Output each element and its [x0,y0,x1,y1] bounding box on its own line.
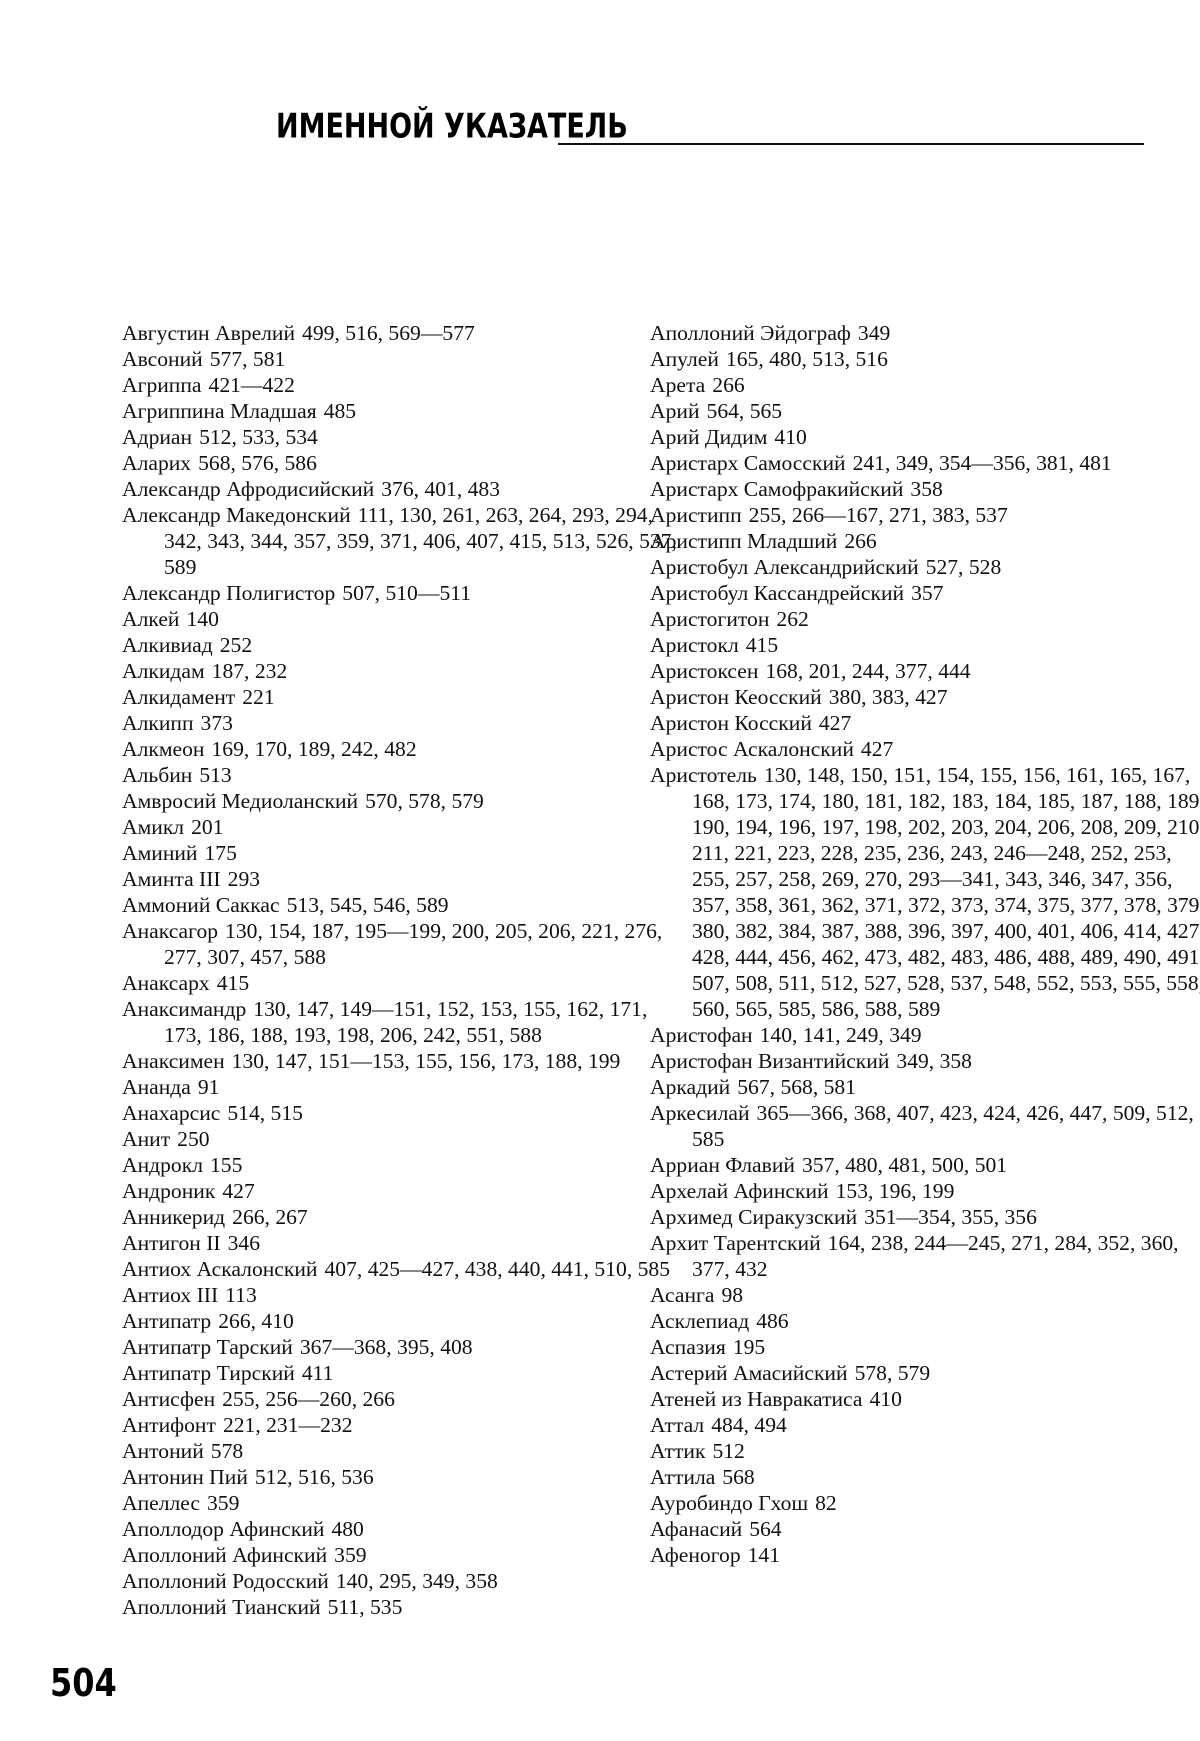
entry-pages: 140, 295, 349, 358 [336,1569,498,1593]
entry-name: Апулей [650,347,719,371]
entry-name: Арий [650,399,700,423]
entry-pages: 187, 232 [212,659,288,683]
entry-pages: 415 [746,633,778,657]
entry-name: Аристогитон [650,607,769,631]
entry-pages: 195 [733,1335,765,1359]
entry-name: Анаксимен [122,1049,225,1073]
index-entry [122,1152,682,1178]
entry-pages: 130, 148, 150, 151, 154, 155, 156, 161, 165, 167, 168, 173, 174, 180, 181, 182, 183, 184, 185, 187, 188, 189, 190, 194, 196, 197, 198, 202, 203, 204, 206, 208, 209, 210, 211, 221, 223, 228, 235, 236, 243, 246—248, 252, 253, 255, 257, 258, 269, 270, 293—341, 343, 346, 347, 356, 357, 358, 361, 362, 371, 372, 373, 374, 375, 377, 378, 379, 380, 382, 384, 387, 388, 396, 397, 400, 401, 406, 414, 427, 428, 444, 456, 462, 473, 482, 483, 486, 488, 489, 490, 491, 507, 508, 511, 512, 527, 528, 537, 548, 552, 553, 555, 558, 560, 565, 585, 586, 588, 589 [692,763,1200,1021]
entry-name: Аминий [122,841,197,865]
entry-name: Алкипп [122,711,194,735]
entry-pages: 266 [844,529,876,553]
entry-pages: 411 [302,1361,334,1385]
entry-name: Аполлодор Афинский [122,1517,324,1541]
index-entry [650,710,1200,736]
index-entry [122,1204,682,1230]
index-entry [650,1022,1200,1048]
entry-name: Афанасий [650,1517,742,1541]
entry-name: Аристофан Византийский [650,1049,889,1073]
entry-name: Альбин [122,763,192,787]
index-entry [122,1334,682,1360]
entry-name: Аристарх Самосский [650,451,846,475]
entry-pages: 357 [911,581,943,605]
entry-name: Антипатр Тирский [122,1361,295,1385]
entry-name: Астерий Амасийский [650,1361,848,1385]
entry-name: Агриппина Младшая [122,399,317,423]
entry-pages: 165, 480, 513, 516 [726,347,888,371]
index-entry [122,1594,682,1620]
index-entry [122,580,682,606]
index-entry [122,1100,682,1126]
entry-pages: 262 [776,607,808,631]
index-entry [122,710,682,736]
index-entry [650,528,1200,554]
entry-name: Аристотель [650,763,757,787]
index-entry [122,1178,682,1204]
entry-name: Аристон Кеосский [650,685,822,709]
index-entry [650,1204,1200,1230]
entry-name: Архимед Сиракузский [650,1205,857,1229]
entry-name: Алкивиад [122,633,213,657]
entry-pages: 130, 147, 151—153, 155, 156, 173, 188, 199 [232,1049,621,1073]
index-entry [122,814,682,840]
entry-name: Алкидам [122,659,205,683]
entry-pages: 293 [228,867,260,891]
index-entry [122,372,682,398]
entry-pages: 376, 401, 483 [381,477,500,501]
entry-pages: 410 [774,425,806,449]
entry-name: Амикл [122,815,184,839]
entry-name: Аристон Косский [650,711,812,735]
entry-pages: 359 [207,1491,239,1515]
entry-pages: 512, 516, 536 [255,1465,374,1489]
entry-pages: 201 [191,815,223,839]
index-entry [122,450,682,476]
entry-pages: 577, 581 [210,347,286,371]
index-entry [122,1230,682,1256]
entry-name: Архелай Афинский [650,1179,829,1203]
entry-pages: 507, 510—511 [342,581,471,605]
entry-name: Андроник [122,1179,215,1203]
entry-name: Арий Дидим [650,425,767,449]
index-column-right [650,320,1200,1568]
index-entry [650,1412,1200,1438]
entry-pages: 485 [324,399,356,423]
entry-name: Алкей [122,607,179,631]
index-entry [122,1126,682,1152]
entry-pages: 255, 266—167, 271, 383, 537 [749,503,1008,527]
index-entry [650,580,1200,606]
entry-name: Антонин Пий [122,1465,248,1489]
entry-pages: 252 [220,633,252,657]
index-entry [122,970,682,996]
index-entry [650,1360,1200,1386]
index-entry [122,606,682,632]
entry-name: Анаксимандр [122,997,246,1021]
index-entry [122,1074,682,1100]
index-entry [650,1074,1200,1100]
entry-name: Аристипп [650,503,742,527]
entry-pages: 564 [749,1517,781,1541]
entry-name: Агриппа [122,373,202,397]
entry-pages: 255, 256—260, 266 [222,1387,395,1411]
page-number: 504 [50,1660,117,1706]
page-title: ИМЕННОЙ УКАЗАТЕЛЬ [276,107,628,146]
entry-name: Александр Македонский [122,503,351,527]
entry-name: Антоний [122,1439,204,1463]
index-entry [650,1178,1200,1204]
entry-pages: 98 [722,1283,744,1307]
entry-pages: 169, 170, 189, 242, 482 [211,737,416,761]
entry-pages: 113 [225,1283,257,1307]
entry-name: Аттила [650,1465,715,1489]
entry-pages: 266, 410 [218,1309,294,1333]
index-entry [650,762,1200,1022]
entry-pages: 499, 516, 569—577 [302,321,475,345]
entry-name: Алкмеон [122,737,204,761]
entry-name: Архит Тарентский [650,1231,821,1255]
index-entry [650,346,1200,372]
index-entry [122,684,682,710]
index-entry [650,502,1200,528]
entry-name: Аристокл [650,633,739,657]
header-rule [558,143,1144,145]
index-entry [650,1334,1200,1360]
entry-name: Анникерид [122,1205,225,1229]
index-entry [650,398,1200,424]
entry-pages: 130, 154, 187, 195—199, 200, 205, 206, 221, 276, 277, 307, 457, 588 [164,919,662,969]
index-entry [122,1490,682,1516]
entry-name: Антипатр Тарский [122,1335,293,1359]
entry-pages: 349, 358 [896,1049,972,1073]
entry-name: Анит [122,1127,170,1151]
entry-pages: 513 [199,763,231,787]
entry-name: Асанга [650,1283,715,1307]
entry-name: Аполлоний Родосский [122,1569,329,1593]
index-entry [650,1464,1200,1490]
index-entry [122,320,682,346]
entry-name: Аркадий [650,1075,730,1099]
index-entry [650,320,1200,346]
index-entry [122,1516,682,1542]
entry-pages: 410 [870,1387,902,1411]
entry-name: Антиох III [122,1283,218,1307]
entry-name: Антифонт [122,1413,216,1437]
entry-name: Арриан Флавий [650,1153,795,1177]
entry-name: Александр Полигистор [122,581,335,605]
entry-name: Антиох Аскалонский [122,1257,318,1281]
entry-pages: 486 [756,1309,788,1333]
entry-name: Аполлоний Тианский [122,1595,321,1619]
entry-name: Аристофан [650,1023,753,1047]
index-entry [122,1412,682,1438]
index-entry [650,450,1200,476]
index-entry [650,606,1200,632]
entry-pages: 358 [910,477,942,501]
index-entry [650,424,1200,450]
entry-name: Александр Афродисийский [122,477,374,501]
entry-name: Ананда [122,1075,191,1099]
index-entry [122,1386,682,1412]
entry-pages: 140 [186,607,218,631]
entry-name: Амвросий Медиоланский [122,789,358,813]
entry-pages: 357, 480, 481, 500, 501 [802,1153,1007,1177]
index-entry [122,424,682,450]
index-entry [122,1542,682,1568]
entry-name: Аполлоний Афинский [122,1543,327,1567]
index-entry [122,736,682,762]
entry-name: Ауробиндо Гхош [650,1491,808,1515]
entry-pages: 415 [217,971,249,995]
entry-name: Авсоний [122,347,203,371]
index-entry [122,762,682,788]
entry-name: Августин Аврелий [122,321,295,345]
entry-pages: 141 [748,1543,780,1567]
entry-pages: 407, 425—427, 438, 440, 441, 510, 585 [325,1257,671,1281]
entry-name: Аммоний Саккас [122,893,280,917]
index-entry [650,632,1200,658]
index-entry [122,1360,682,1386]
entry-pages: 266 [712,373,744,397]
index-entry [122,502,682,580]
entry-name: Аристобул Александрийский [650,555,919,579]
page-header [276,108,1144,148]
entry-name: Аристоксен [650,659,758,683]
entry-name: Аполлоний Эйдограф [650,321,851,345]
entry-name: Аттик [650,1439,705,1463]
entry-pages: 346 [228,1231,260,1255]
index-entry [650,1308,1200,1334]
entry-name: Аспазия [650,1335,726,1359]
entry-pages: 111, 130, 261, 263, 264, 293, 294, 342, 343, 344, 357, 359, 371, 406, 407, 415, 513, 526, 537, 589 [164,503,677,579]
entry-pages: 567, 568, 581 [737,1075,856,1099]
entry-name: Аристобул Кассандрейский [650,581,904,605]
entry-pages: 570, 578, 579 [365,789,484,813]
entry-name: Алкидамент [122,685,235,709]
entry-pages: 155 [210,1153,242,1177]
index-column-left [122,320,682,1620]
entry-name: Андрокл [122,1153,203,1177]
entry-pages: 513, 545, 546, 589 [287,893,449,917]
entry-pages: 480 [331,1517,363,1541]
index-entry [650,476,1200,502]
index-entry [650,684,1200,710]
entry-pages: 512, 533, 534 [199,425,318,449]
index-entry [650,372,1200,398]
entry-pages: 250 [177,1127,209,1151]
index-entry [122,1464,682,1490]
entry-name: Аристарх Самофракийский [650,477,903,501]
index-entry [650,1490,1200,1516]
entry-pages: 373 [201,711,233,735]
entry-name: Аминта III [122,867,221,891]
entry-pages: 82 [815,1491,837,1515]
entry-pages: 164, 238, 244—245, 271, 284, 352, 360, 377, 432 [692,1231,1179,1281]
entry-name: Аристипп Младший [650,529,837,553]
entry-name: Аристос Аскалонский [650,737,854,761]
entry-pages: 484, 494 [711,1413,787,1437]
index-entry [650,1438,1200,1464]
index-entry [122,632,682,658]
entry-pages: 564, 565 [707,399,783,423]
index-entry [650,1542,1200,1568]
entry-name: Анахарсис [122,1101,220,1125]
index-entry [122,996,682,1048]
entry-pages: 427 [861,737,893,761]
index-entry [650,1048,1200,1074]
entry-name: Анаксагор [122,919,218,943]
index-entry [122,1308,682,1334]
entry-name: Афеногор [650,1543,741,1567]
entry-pages: 221 [242,685,274,709]
entry-name: Адриан [122,425,192,449]
entry-name: Аркесилай [650,1101,750,1125]
entry-pages: 91 [198,1075,220,1099]
index-entry [122,398,682,424]
entry-pages: 168, 201, 244, 377, 444 [765,659,970,683]
entry-pages: 380, 383, 427 [829,685,948,709]
entry-pages: 175 [204,841,236,865]
entry-pages: 140, 141, 249, 349 [760,1023,922,1047]
index-entry [122,788,682,814]
entry-pages: 511, 535 [328,1595,403,1619]
entry-pages: 512 [712,1439,744,1463]
index-entry [650,1516,1200,1542]
entry-pages: 130, 147, 149—151, 152, 153, 155, 162, 171, 173, 186, 188, 193, 198, 206, 242, 551, 588 [164,997,647,1047]
entry-name: Антигон II [122,1231,221,1255]
entry-name: Аларих [122,451,191,475]
index-entry [122,1282,682,1308]
index-entry [650,554,1200,580]
index-entry [650,1230,1200,1282]
entry-name: Арета [650,373,705,397]
index-entry [122,1048,682,1074]
entry-name: Антипатр [122,1309,211,1333]
index-entry [122,346,682,372]
entry-pages: 221, 231—232 [223,1413,353,1437]
entry-name: Асклепиад [650,1309,749,1333]
index-entry [122,892,682,918]
index-entry [650,1152,1200,1178]
entry-pages: 241, 349, 354—356, 381, 481 [853,451,1112,475]
entry-pages: 266, 267 [232,1205,308,1229]
index-entry [650,1282,1200,1308]
index-entry [650,1100,1200,1152]
entry-pages: 427 [819,711,851,735]
entry-name: Аттал [650,1413,704,1437]
entry-pages: 578, 579 [855,1361,931,1385]
entry-pages: 365—366, 368, 407, 423, 424, 426, 447, 509, 512, 585 [692,1101,1194,1151]
index-entry [650,1386,1200,1412]
index-entry [122,1568,682,1594]
entry-name: Антисфен [122,1387,215,1411]
index-entry [122,1438,682,1464]
entry-pages: 153, 196, 199 [836,1179,955,1203]
entry-pages: 568, 576, 586 [198,451,317,475]
index-entry [122,1256,682,1282]
entry-pages: 351—354, 355, 356 [864,1205,1037,1229]
entry-pages: 427 [222,1179,254,1203]
entry-pages: 421—422 [209,373,295,397]
index-entry [122,840,682,866]
index-entry [122,476,682,502]
index-entry [122,658,682,684]
entry-pages: 578 [211,1439,243,1463]
index-entry [122,866,682,892]
index-entry [122,918,682,970]
entry-pages: 527, 528 [926,555,1002,579]
entry-pages: 349 [858,321,890,345]
entry-name: Анаксарх [122,971,210,995]
entry-pages: 367—368, 395, 408 [300,1335,473,1359]
entry-pages: 359 [334,1543,366,1567]
entry-name: Атеней из Навракатиса [650,1387,863,1411]
entry-pages: 568 [722,1465,754,1489]
index-entry [650,736,1200,762]
index-entry [650,658,1200,684]
entry-name: Апеллес [122,1491,200,1515]
entry-pages: 514, 515 [227,1101,303,1125]
